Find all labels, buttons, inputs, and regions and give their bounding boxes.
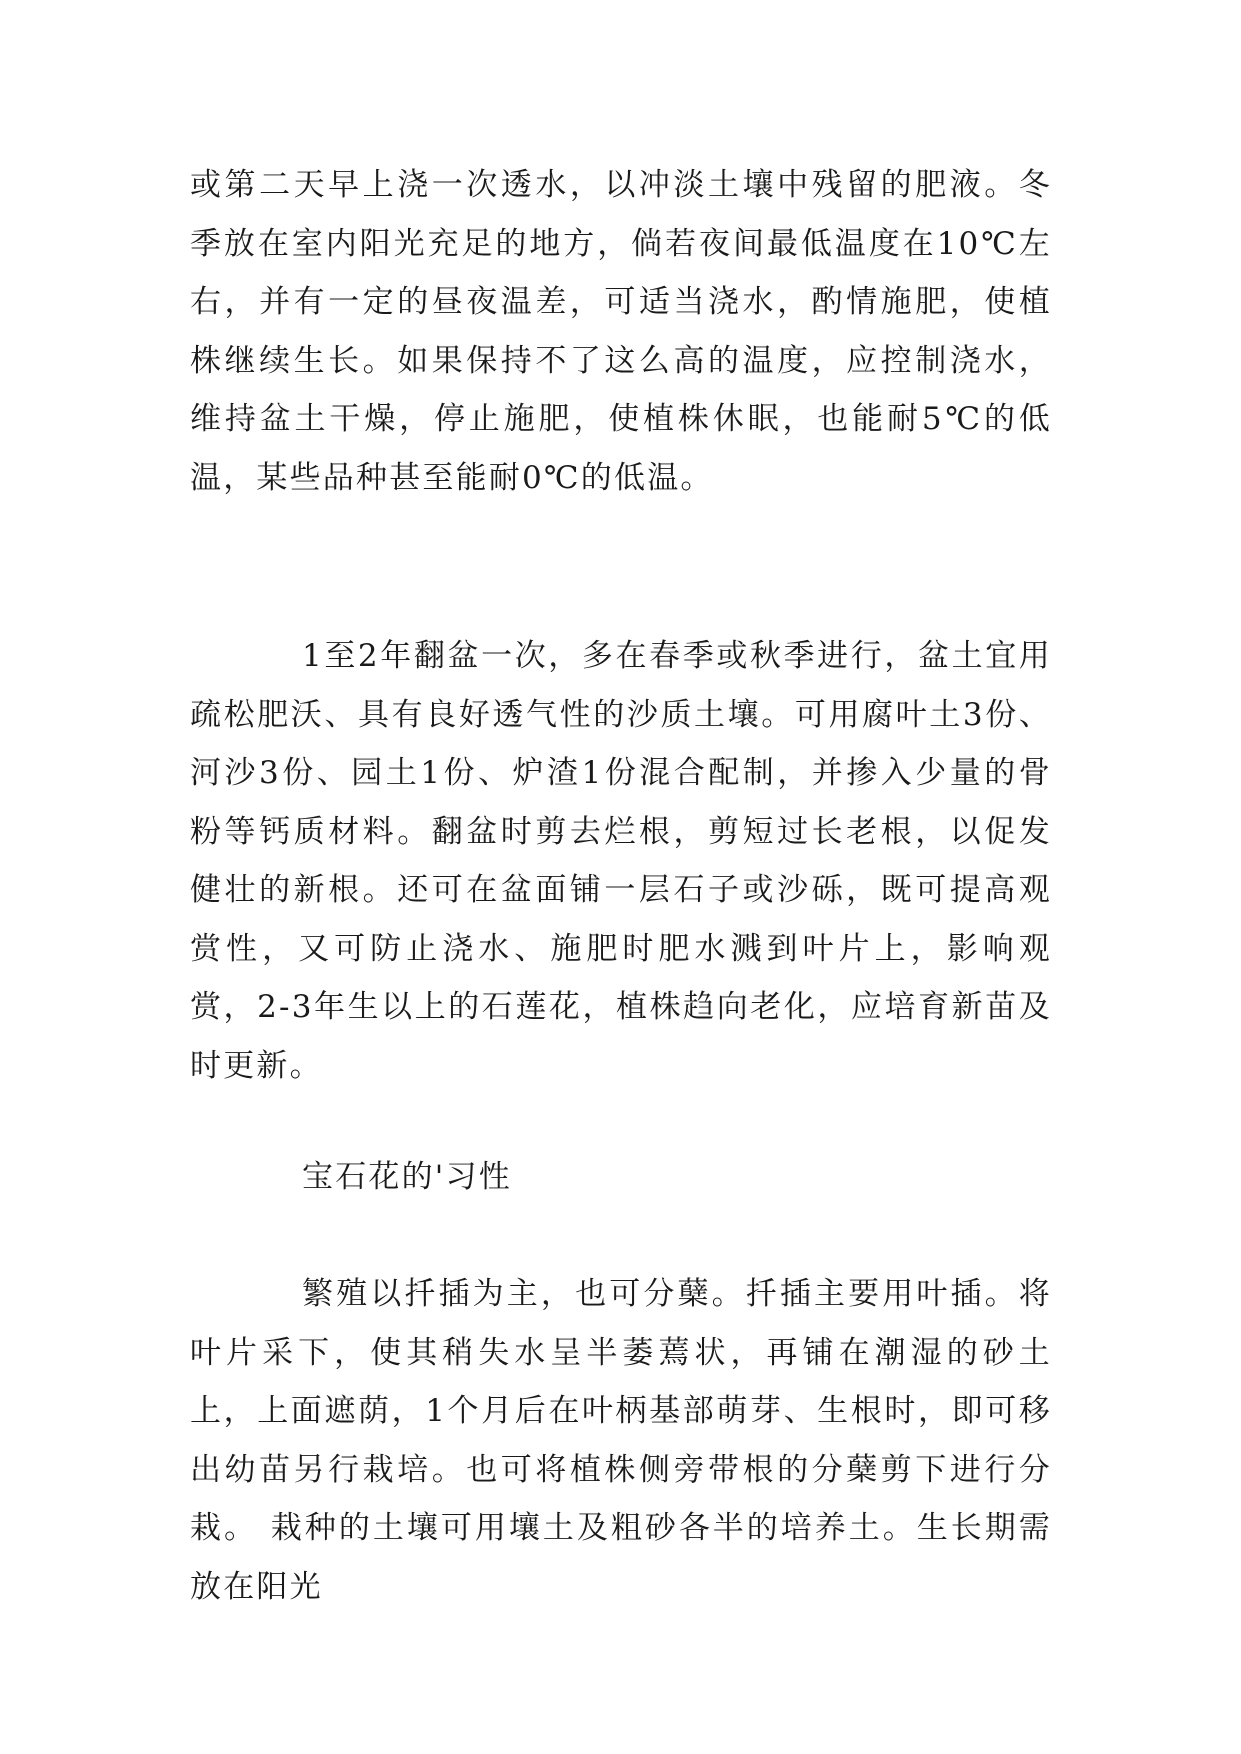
paragraph-repotting: 1至2年翻盆一次，多在春季或秋季进行，盆土宜用疏松肥沃、具有良好透气性的沙质土壤。可用腐叶土3份、河沙3份、园土1份、炉渣1份混合配制，并掺入少量的骨粉等钙质材料。翻盆时剪去烂根，剪短过长老根，以促发健壮的新根。还可在盆面铺一层石子或沙砾，既可提高观赏性，又可防止浇水、施肥时肥水溅到叶片上，影响观赏，2-3年生以上的石莲花，植株趋向老化，应培育新苗及时更新。 (190, 638, 1052, 1084)
paragraph-winter-care: 或第二天早上浇一次透水，以冲淡土壤中残留的肥液。冬季放在室内阳光充足的地方，倘若夜间最低温度在10℃左右，并有一定的昼夜温差，可适当浇水，酌情施肥，使植株继续生长。如果保持不了这么高的温度，应控制浇水，维持盆土干燥，停止施肥，使植株休眠，也能耐5℃的低温，某些品种甚至能耐0℃的低温。 (190, 167, 1052, 496)
paragraph-propagation: 繁殖以扦插为主，也可分蘖。扦插主要用叶插。将叶片采下，使其稍失水呈半萎蔫状，再铺在潮湿的砂土上，上面遮荫，1个月后在叶柄基部萌芽、生根时，即可移出幼苗另行栽培。也可将植株侧旁带根的分蘖剪下进行分栽。 栽种的土壤可用壤土及粗砂各半的培养土。生长期需放在阳光 (190, 1276, 1052, 1605)
section-heading: 宝石花的'习性 (302, 1159, 512, 1195)
